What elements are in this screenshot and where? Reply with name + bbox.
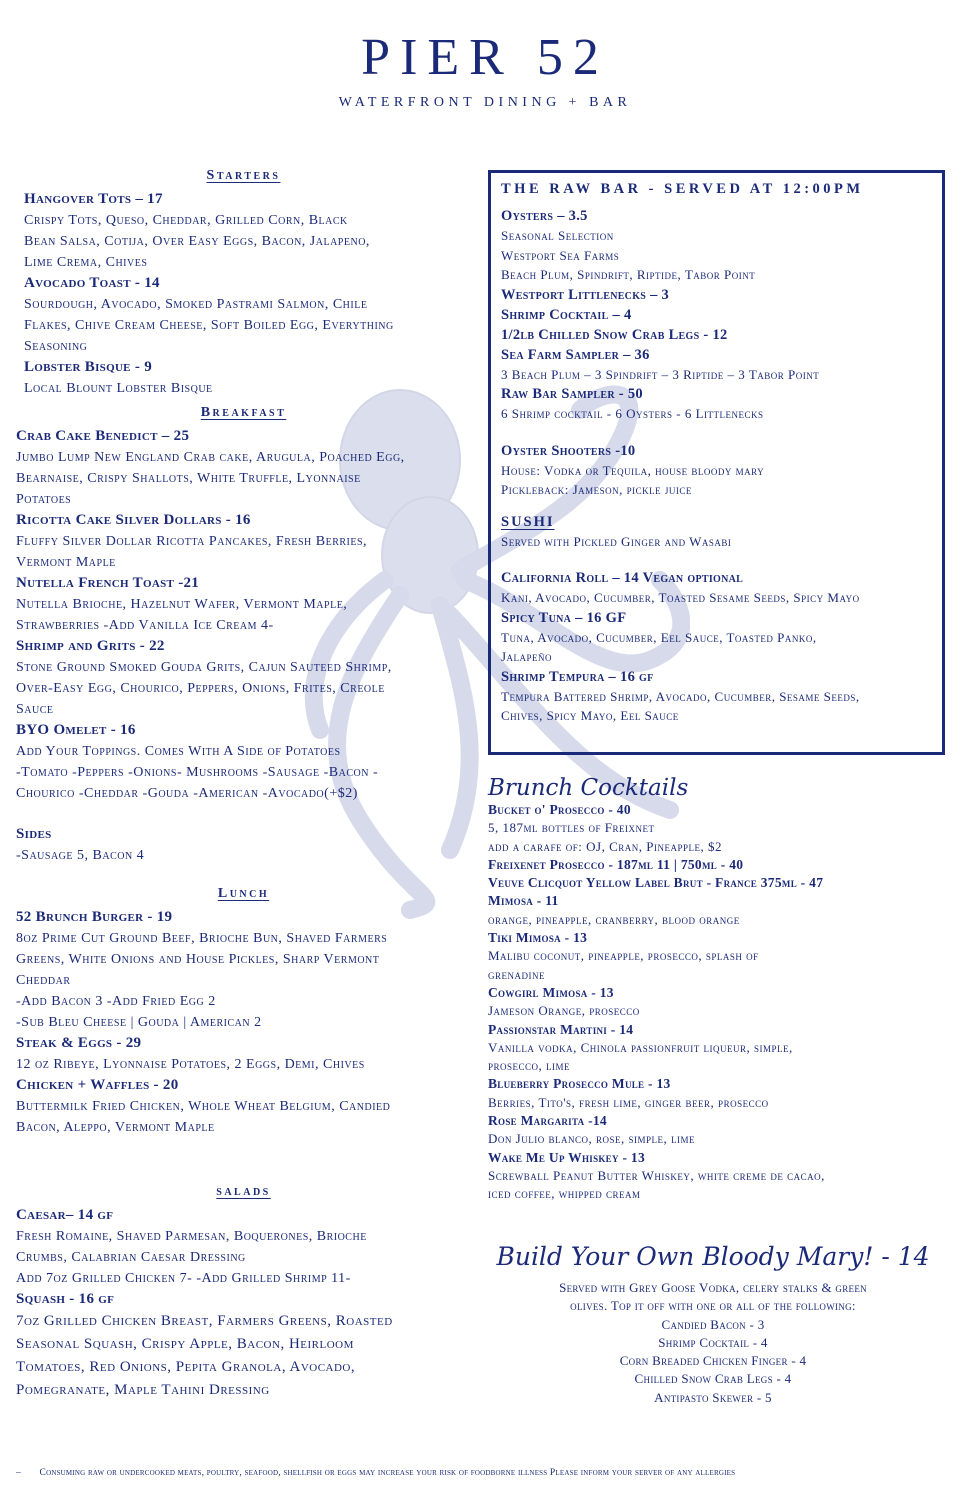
menu-item-desc: Add 7oz Grilled Chicken 7- -Add Grilled Shrimp 11-	[16, 1271, 351, 1286]
menu-item-desc: 7oz Grilled Chicken Breast, Farmers Greens, Roasted	[16, 1313, 393, 1329]
menu-item-title: Oyster Shooters -10	[501, 442, 636, 459]
bloody-mary-line: Antipasto Skewer - 5	[654, 1389, 772, 1405]
menu-item-desc: Berries, Tito's, fresh lime, ginger beer, prosecco	[488, 1094, 769, 1110]
menu-item-title: Blueberry Prosecco Mule - 13	[488, 1076, 671, 1092]
menu-item-title: Ricotta Cake Silver Dollars - 16	[16, 512, 251, 528]
menu-item-desc: Fresh Romaine, Shaved Parmesan, Boquerones, Brioche	[16, 1229, 367, 1244]
menu-item-desc: 8oz Prime Cut Ground Beef, Brioche Bun, Shaved Farmers	[16, 931, 388, 946]
allergy-notice	[16, 1468, 956, 1478]
menu-item-desc: iced coffee, whipped cream	[488, 1186, 641, 1202]
footer-notice-text: Consuming raw or undercooked meats, poultry, seafood, shellfish or eggs may increase your risk of foodborne illness Please inform your server of any allergies	[39, 1468, 736, 1478]
menu-item-desc: Jameson Orange, prosecco	[488, 1003, 640, 1019]
menu-item-title: 1/2lb Chilled Snow Crab Legs - 12	[501, 326, 728, 343]
menu-item-desc: Jumbo Lump New England Crab cake, Arugula, Poached Egg,	[16, 450, 405, 465]
menu-item-desc: -Sub Bleu Cheese | Gouda | American 2	[16, 1015, 262, 1030]
menu-item-title: 52 Brunch Burger - 19	[16, 909, 173, 925]
menu-item-title: Spicy Tuna – 16 GF	[501, 609, 627, 626]
menu-item-title: Cowgirl Mimosa - 13	[488, 984, 614, 1000]
menu-item-title: Shrimp Cocktail – 4	[501, 306, 632, 323]
menu-item-title: Oysters – 3.5	[501, 208, 588, 224]
menu-item-desc: grenadine	[488, 966, 545, 982]
raw-bar-heading: THE RAW BAR - SERVED AT 12:00PM	[501, 181, 864, 197]
salads-heading: salads	[216, 1184, 271, 1199]
sides-desc: -Sausage 5, Bacon 4	[16, 848, 145, 863]
menu-item-desc: 3 Beach Plum – 3 Spindrift – 3 Riptide – 3 Tabor Point	[501, 366, 820, 382]
menu-item-desc: Don Julio blanco, rose, simple, lime	[488, 1131, 695, 1147]
menu-item-desc: Vermont Maple	[16, 555, 116, 570]
bloody-mary-line: Corn Breaded Chicken Finger - 4	[619, 1353, 807, 1369]
lunch-heading: Lunch	[217, 886, 270, 901]
menu-item-desc: Screwball Peanut Butter Whiskey, white creme de cacao,	[488, 1167, 825, 1183]
menu-item-title: Rose Margarita -14	[488, 1113, 607, 1129]
menu-item-desc: Stone Ground Smoked Gouda Grits, Cajun Sauteed Shrimp,	[16, 660, 392, 675]
menu-item-desc: Nutella Brioche, Hazelnut Wafer, Vermont Maple,	[16, 597, 348, 612]
menu-item-title: California Roll – 14 Vegan optional	[501, 570, 744, 586]
menu-item-desc: Cheddar	[16, 973, 71, 988]
menu-item-desc: Tuna, Avocado, Cucumber, Eel Sauce, Toasted Panko,	[501, 629, 817, 645]
menu-item-desc: Bearnaise, Crispy Shallots, White Truffle, Lyonnaise	[16, 471, 361, 486]
menu-item-desc: Seasonal Squash, Crispy Apple, Bacon, Heirloom	[16, 1336, 354, 1352]
menu-item-title: Tiki Mimosa - 13	[488, 930, 588, 946]
restaurant-name: PIER 52	[361, 29, 609, 86]
breakfast-section	[16, 426, 471, 804]
menu-item-desc: Sourdough, Avocado, Smoked Pastrami Salmon, Chile	[24, 297, 368, 312]
bloody-mary-line: Served with Grey Goose Vodka, celery stalks & green	[559, 1280, 867, 1295]
menu-item-desc: 12 oz Ribeye, Lyonnaise Potatoes, 2 Eggs, Demi, Chives	[16, 1057, 365, 1072]
menu-item-desc: Buttermilk Fried Chicken, Whole Wheat Belgium, Candied	[16, 1099, 391, 1114]
sushi-heading: SUSHI	[501, 513, 555, 530]
menu-item-desc: House: Vodka or Tequila, house bloody mary	[501, 462, 765, 478]
menu-item-title: Shrimp Tempura – 16 gf	[501, 668, 654, 685]
bloody-mary-heading: Build Your Own Bloody Mary! - 14	[496, 1242, 930, 1271]
bloody-mary-section	[478, 1242, 948, 1407]
menu-item-title: Avocado Toast - 14	[24, 275, 160, 291]
menu-item-desc: Flakes, Chive Cream Cheese, Soft Boiled Egg, Everything	[24, 318, 394, 333]
menu-item-desc: Chives, Spicy Mayo, Eel Sauce	[501, 708, 679, 723]
menu-item-title: Steak & Eggs - 29	[16, 1035, 142, 1051]
menu-item-desc: Sauce	[16, 702, 54, 717]
menu-item-desc: Chourico -Cheddar -Gouda -American -Avocado(+$2)	[16, 786, 358, 801]
menu-item-desc: Crispy Tots, Queso, Cheddar, Grilled Corn, Black	[24, 213, 348, 228]
brunch-cocktails-heading: Brunch Cocktails	[488, 775, 689, 801]
menu-item-title: Sea Farm Sampler – 36	[501, 346, 650, 363]
bloody-mary-line: Shrimp Cocktail - 4	[658, 1334, 768, 1350]
breakfast-heading: Breakfast	[200, 405, 287, 420]
menu-item-desc: Beach Plum, Spindrift, Riptide, Tabor Point	[501, 267, 756, 282]
menu-item-desc: -Tomato -Peppers -Onions- Mushrooms -Sausage -Bacon -	[16, 765, 379, 780]
restaurant-subtitle: WATERFRONT DINING + BAR	[338, 95, 632, 110]
menu-item-desc: Vanilla vodka, Chinola passionfruit liqueur, simple,	[488, 1039, 793, 1055]
menu-item-desc: Seasoning	[24, 339, 88, 354]
menu-item-desc: -Add Bacon 3 -Add Fried Egg 2	[16, 994, 216, 1009]
menu-item-desc: Strawberries -Add Vanilla Ice Cream 4-	[16, 618, 274, 633]
menu-item-desc: Bean Salsa, Cotija, Over Easy Eggs, Bacon, Jalapeno,	[24, 234, 370, 249]
menu-item-desc: Pomegranate, Maple Tahini Dressing	[16, 1382, 270, 1398]
menu-item-desc: Lime Crema, Chives	[24, 255, 148, 270]
menu-item-desc: prosecco, lime	[488, 1058, 571, 1074]
menu-item-desc: Potatoes	[16, 492, 72, 507]
lunch-section	[16, 907, 471, 1138]
menu-item-title: Nutella French Toast -21	[16, 575, 200, 591]
salads-section	[16, 1205, 471, 1402]
menu-item-desc: Local Blount Lobster Bisque	[24, 381, 213, 396]
menu-item-desc: Crumbs, Calabrian Caesar Dressing	[16, 1250, 246, 1265]
menu-item-desc: 6 Shrimp cocktail - 6 Oysters - 6 Littlenecks	[501, 406, 764, 421]
menu-item-title: Caesar– 14 gf	[16, 1207, 114, 1223]
bloody-mary-line: Candied Bacon - 3	[661, 1316, 765, 1332]
menu-item-title: Hangover Tots – 17	[24, 191, 163, 207]
left-column	[16, 168, 471, 1402]
menu-item-desc: Over-Easy Egg, Chourico, Peppers, Onions, Frites, Creole	[16, 681, 385, 696]
bloody-mary-line: olives. Top it off with one or all of the following:	[570, 1298, 856, 1314]
menu-item-title: BYO Omelet - 16	[16, 722, 136, 738]
brand-header	[0, 28, 970, 111]
menu-item-title: Freixenet Prosecco - 187ml 11 | 750ml - 40	[488, 856, 744, 872]
menu-item-title: Squash - 16 gf	[16, 1291, 115, 1307]
menu-item-title: Bucket o' Prosecco - 40	[488, 802, 631, 817]
menu-item-desc: Jalapeño	[501, 649, 553, 664]
starters-section	[16, 189, 471, 399]
menu-item-desc: Malibu coconut, pineapple, prosecco, splash of	[488, 948, 759, 964]
menu-item-desc: Tomatoes, Red Onions, Pepita Granola, Avocado,	[16, 1359, 356, 1375]
menu-item-desc: Served with Pickled Ginger and Wasabi	[501, 533, 732, 549]
menu-item-title: Raw Bar Sampler - 50	[501, 386, 643, 402]
menu-item-title: Mimosa - 11	[488, 893, 559, 909]
menu-item-desc: Seasonal Selection	[501, 228, 614, 243]
menu-item-title: Chicken + Waffles - 20	[16, 1077, 179, 1093]
menu-item-desc: Fluffy Silver Dollar Ricotta Pancakes, Fresh Berries,	[16, 534, 368, 549]
starters-heading: Starters	[206, 168, 281, 183]
menu-item-desc: Westport Sea Farms	[501, 247, 620, 263]
menu-item-title: Veuve Clicquot Yellow Label Brut - France 375ml - 47	[488, 875, 824, 891]
bloody-mary-line: Chilled Snow Crab Legs - 4	[634, 1371, 792, 1387]
menu-item-desc: Add Your Toppings. Comes With A Side of Potatoes	[16, 744, 341, 759]
footer-dash: –	[16, 1468, 21, 1478]
menu-item-desc: Tempura Battered Shrimp, Avocado, Cucumber, Sesame Seeds,	[501, 688, 860, 704]
menu-item-desc: Bacon, Aleppo, Vermont Maple	[16, 1120, 215, 1135]
menu-item-desc: orange, pineapple, cranberry, blood orange	[488, 911, 740, 927]
menu-item-desc: Kani, Avocado, Cucumber, Toasted Sesame Seeds, Spicy Mayo	[501, 590, 860, 605]
menu-item-title: Westport Littlenecks – 3	[501, 286, 670, 303]
menu-item-title: Lobster Bisque - 9	[24, 359, 153, 375]
menu-item-desc: Greens, White Onions and House Pickles, Sharp Vermont	[16, 952, 380, 967]
menu-item-title: Passionstar Martini - 14	[488, 1021, 634, 1037]
menu-item-desc: 5, 187ml bottles of Freixnet	[488, 820, 655, 836]
menu-item-title: Shrimp and Grits - 22	[16, 638, 165, 654]
brunch-cocktails-section	[488, 775, 948, 1204]
menu-item-desc: Pickleback: Jameson, pickle juice	[501, 482, 692, 497]
raw-bar-box	[488, 170, 945, 755]
menu-item-title: Crab Cake Benedict – 25	[16, 428, 190, 444]
menu-item-title: Wake Me Up Whiskey - 13	[488, 1149, 646, 1165]
sides-title: Sides	[16, 826, 52, 842]
menu-item-desc: add a carafe of: OJ, Cran, Pineapple, $2	[488, 838, 722, 854]
